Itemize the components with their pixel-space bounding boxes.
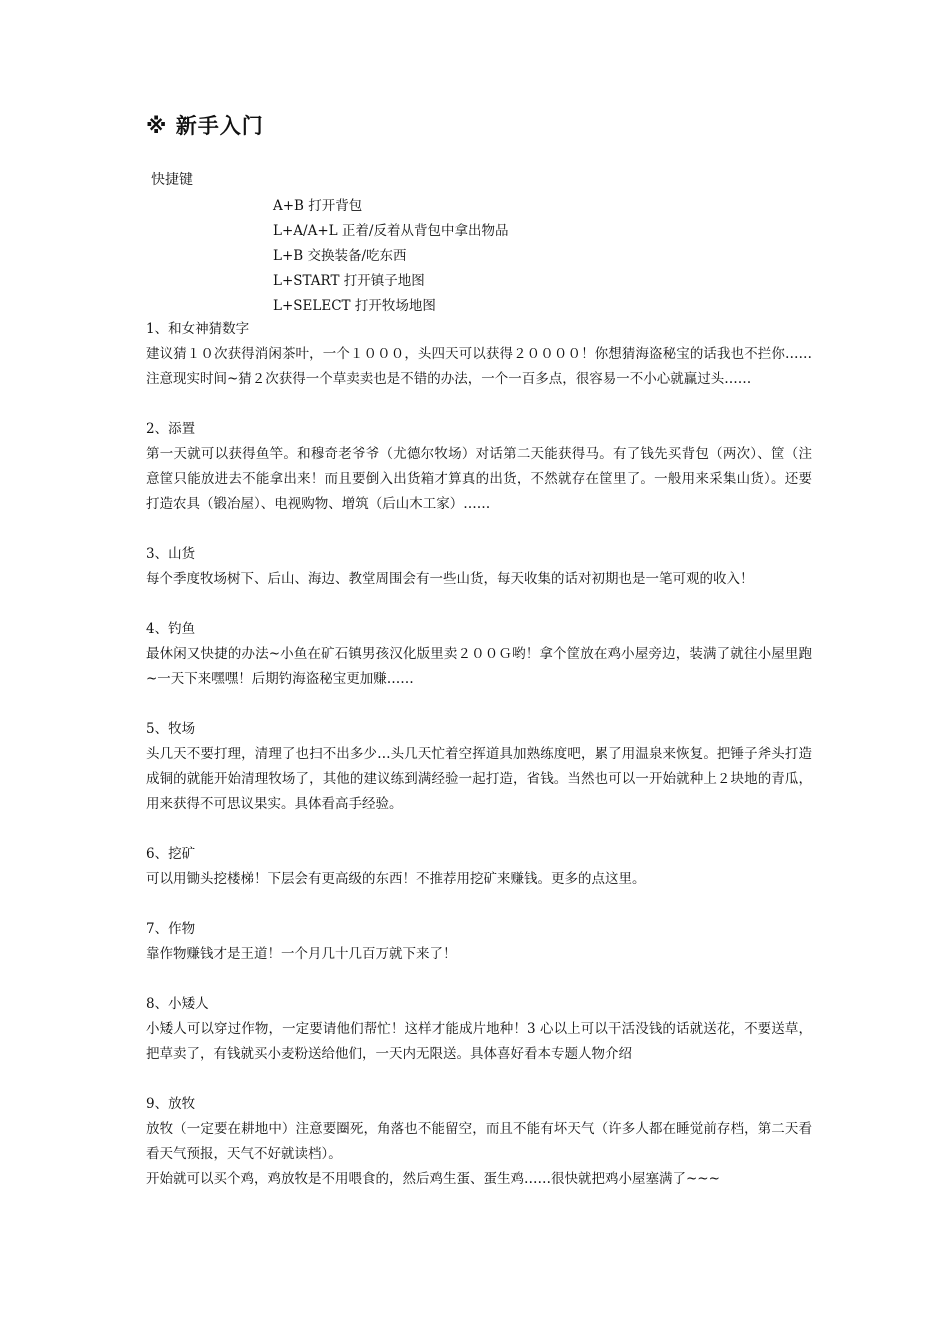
section-paragraph: 建议猜１０次获得消闲茶叶，一个１０００，头四天可以获得２００００！你想猜海盗秘宝的话我也不拦你……注意现实时间~猜２次获得一个草卖卖也是不错的办法，一个一百多点，很容易一不小心就赢过头…… xyxy=(146,346,812,387)
shortcut-item: L+A/A+L 正着/反着从背包中拿出物品 xyxy=(273,223,509,239)
section-body xyxy=(146,442,812,517)
section-body xyxy=(146,1017,812,1067)
section-body xyxy=(146,567,812,592)
section-heading: 9、放牧 xyxy=(146,1096,196,1112)
shortcut-list xyxy=(273,194,508,319)
section-body xyxy=(146,342,812,392)
section-heading: 7、作物 xyxy=(146,921,196,937)
section-grazing xyxy=(146,1092,812,1192)
section-paragraph: 第一天就可以获得鱼竿。和穆奇老爷爷（尤德尔牧场）对话第二天能获得马。有了钱先买背包（两次）、筐（注意筐只能放进去不能拿出来！而且要倒入出货箱才算真的出货，不然就存在筐里了。一般用来采集山货）。还要打造农具（锻冶屋）、电视购物、增筑（后山木工家）…… xyxy=(146,446,812,512)
section-body xyxy=(146,1117,812,1192)
section-paragraph: 开始就可以买个鸡，鸡放牧是不用喂食的，然后鸡生蛋、蛋生鸡……很快就把鸡小屋塞满了~~~ xyxy=(146,1171,720,1187)
section-heading: 1、和女神猜数字 xyxy=(146,321,250,337)
section-purchases xyxy=(146,417,812,517)
section-ranch xyxy=(146,717,812,817)
section-mining xyxy=(146,842,812,892)
shortcut-item: L+START 打开镇子地图 xyxy=(273,273,425,289)
section-guess-number xyxy=(146,317,812,392)
section-body xyxy=(146,867,812,892)
section-paragraph: 每个季度牧场树下、后山、海边、教堂周围会有一些山货，每天收集的话对初期也是一笔可观的收入！ xyxy=(146,571,754,587)
shortcut-item: L+B 交换装备/吃东西 xyxy=(273,248,407,264)
section-heading: 8、小矮人 xyxy=(146,996,209,1012)
shortcut-item: L+SELECT 打开牧场地图 xyxy=(273,298,436,314)
section-heading: 5、牧场 xyxy=(146,721,196,737)
section-list xyxy=(146,317,812,1217)
section-elves xyxy=(146,992,812,1067)
section-heading: 4、钓鱼 xyxy=(146,621,196,637)
section-paragraph: 放牧（一定要在耕地中）注意要圈死，角落也不能留空，而且不能有坏天气（许多人都在睡觉前存档，第二天看看天气预报，天气不好就读档）。 xyxy=(146,1121,812,1162)
page-title: ※ 新手入门 xyxy=(146,114,264,138)
section-fishing xyxy=(146,617,812,692)
section-body xyxy=(146,742,812,817)
section-heading: 6、挖矿 xyxy=(146,846,196,862)
section-crops xyxy=(146,917,812,967)
section-paragraph: 最休闲又快捷的办法~小鱼在矿石镇男孩汉化版里卖２００Ｇ哟！拿个筐放在鸡小屋旁边，装满了就往小屋里跑~一天下来嘿嘿！后期钓海盗秘宝更加赚…… xyxy=(146,646,812,687)
shortcut-item: A+B 打开背包 xyxy=(273,198,363,214)
section-heading: 3、山货 xyxy=(146,546,196,562)
section-heading: 2、添置 xyxy=(146,421,196,437)
section-paragraph: 小矮人可以穿过作物，一定要请他们帮忙！这样才能成片地种！3 心以上可以干活没钱的话就送花，不要送草，把草卖了，有钱就买小麦粉送给他们，一天内无限送。具体喜好看本专题人物介绍 xyxy=(146,1021,812,1062)
section-body xyxy=(146,642,812,692)
section-mountain-goods xyxy=(146,542,812,592)
section-paragraph: 靠作物赚钱才是王道！一个月几十几百万就下来了！ xyxy=(146,946,457,962)
section-paragraph: 可以用锄头挖楼梯！下层会有更高级的东西！不推荐用挖矿来赚钱。更多的点这里。 xyxy=(146,871,646,887)
section-paragraph: 头几天不要打理，清理了也扫不出多少…头几天忙着空挥道具加熟练度吧，累了用温泉来恢复。把锤子斧头打造成铜的就能开始清理牧场了，其他的建议练到满经验一起打造，省钱。当然也可以一开始就种上２块地的青瓜，用来获得不可思议果实。具体看高手经验。 xyxy=(146,746,812,812)
section-body xyxy=(146,942,812,967)
shortcuts-heading: 快捷键 xyxy=(151,172,193,188)
